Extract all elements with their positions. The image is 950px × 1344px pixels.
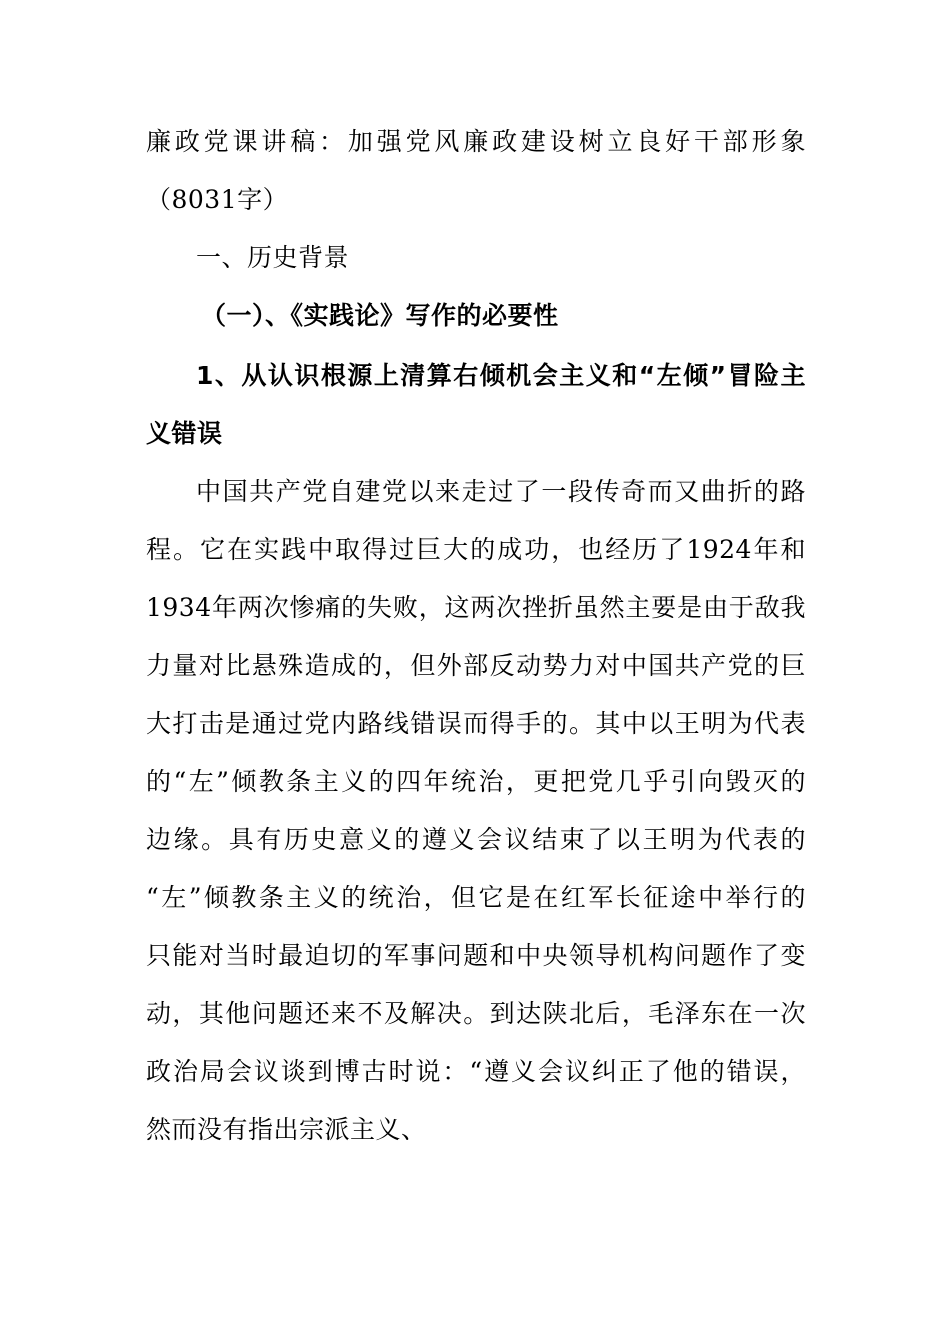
body-paragraph-line: 力量对比悬殊造成的，但外部反动势力对中国共产党的巨 [146, 651, 806, 680]
body-paragraph-line: 边缘。具有历史意义的遵义会议结束了以王明为代表的 [146, 825, 806, 854]
body-paragraph-line: 只能对当时最迫切的军事问题和中央领导机构问题作了变 [146, 941, 806, 970]
body-paragraph-line: 1934年两次惨痛的失败，这两次挫折虽然主要是由于敌我 [146, 593, 806, 622]
document-title-line-1: 廉政党课讲稿：加强党风廉政建设树立良好干部形象 [146, 127, 806, 156]
point-heading-line-1: 1、从认识根源上清算右倾机会主义和“左倾”冒险主 [196, 361, 806, 390]
section-heading: 一、历史背景 [196, 243, 350, 272]
point-heading-line-2: 义错误 [146, 419, 223, 448]
body-paragraph-line: 动，其他问题还来不及解决。到达陕北后，毛泽东在一次 [146, 999, 806, 1028]
body-paragraph-line: 程。它在实践中取得过巨大的成功，也经历了1924年和 [146, 535, 806, 564]
body-paragraph-line: 的“左”倾教条主义的四年统治，更把党几乎引向毁灭的 [146, 767, 806, 796]
body-paragraph-line: 然而没有指出宗派主义、 [146, 1115, 427, 1144]
body-paragraph-line: 政治局会议谈到博古时说：“遵义会议纠正了他的错误， [146, 1057, 806, 1086]
body-paragraph-line: 大打击是通过党内路线错误而得手的。其中以王明为代表 [146, 709, 806, 738]
body-paragraph-line: 中国共产党自建党以来走过了一段传奇而又曲折的路 [196, 477, 806, 506]
body-paragraph-line: “左”倾教条主义的统治，但它是在红军长征途中举行的 [146, 883, 806, 912]
document-title-line-2: （8031字） [146, 185, 289, 214]
subsection-heading: （一）、《实践论》写作的必要性 [201, 301, 559, 330]
